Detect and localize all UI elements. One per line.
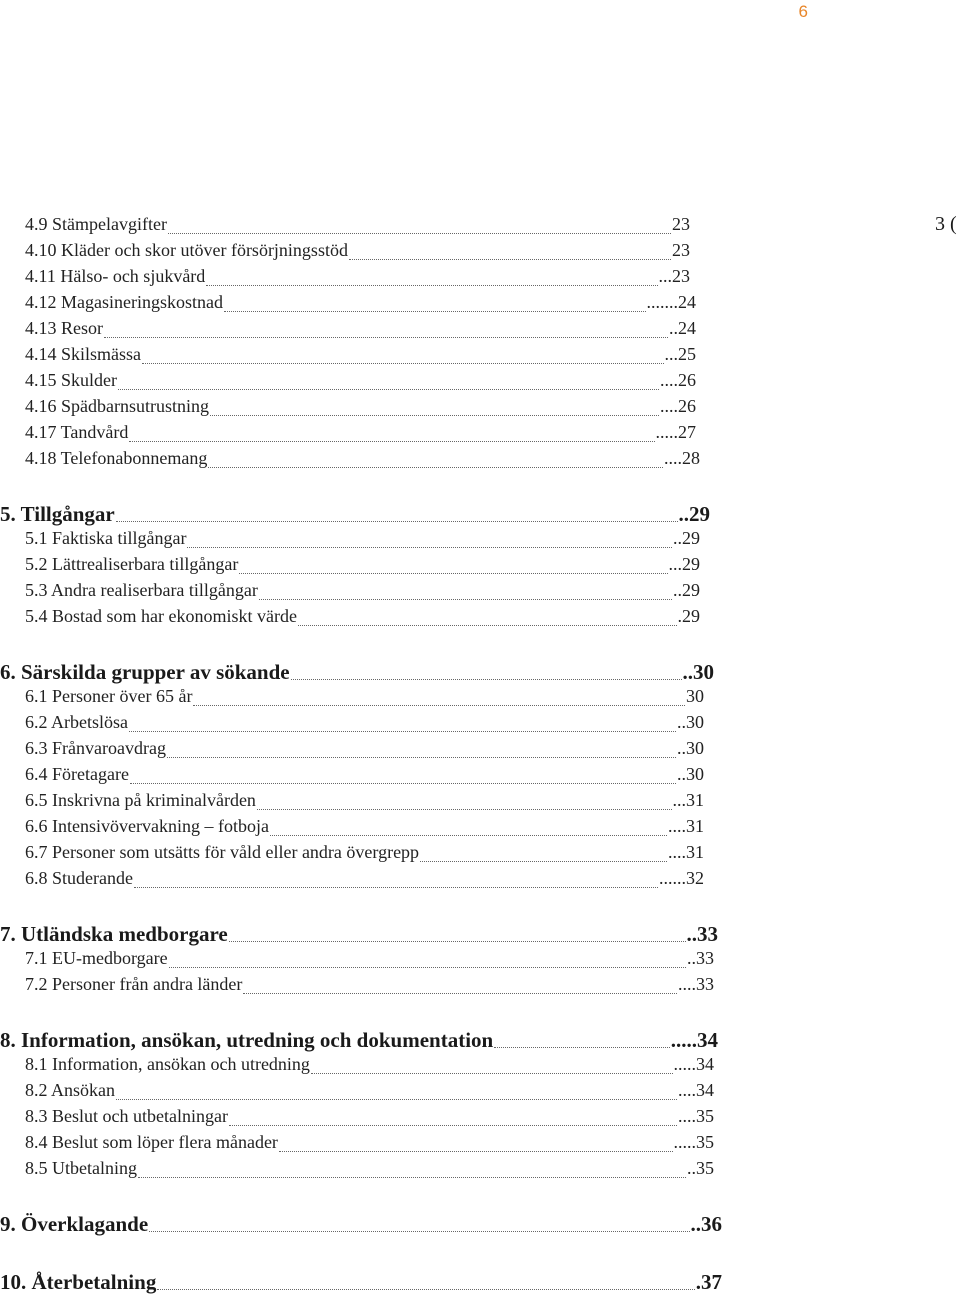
toc-section-heading[interactable] [0,1028,718,1054]
toc-entry-label: 6. Särskilda grupper av sökande [0,660,290,684]
toc-entry-page: ......32 [659,868,704,888]
dot-leader [167,757,676,758]
toc-entry-label: 8.4 Beslut som löper flera månader [25,1132,278,1152]
toc-entry-page: ....34 [678,1080,714,1100]
toc-entry-page: ..33 [686,922,718,946]
toc-entry-label: 4.13 Resor [25,318,103,338]
toc-entry-label: 8.2 Ansökan [25,1080,115,1100]
cut-off-text-fragment: 3 ( [935,213,957,235]
toc-entry-page: .29 [677,606,700,626]
dot-leader [210,415,659,416]
toc-entry-page: ....31 [668,816,704,836]
toc-entry[interactable] [25,240,690,266]
toc-entry-page: .....34 [670,1028,718,1052]
dot-leader [259,599,672,600]
dot-leader [142,363,663,364]
dot-leader [208,467,663,468]
dot-leader [279,1151,673,1152]
toc-entry-page: 30 [686,686,704,706]
toc-entry-label: 4.16 Spädbarnsutrustning [25,396,209,416]
toc-entry-page: ..30 [682,660,714,684]
toc-section-heading[interactable] [0,1270,722,1296]
dot-leader [193,705,685,706]
dot-leader [420,861,667,862]
dot-leader [239,573,667,574]
dot-leader [311,1073,673,1074]
dot-leader [104,337,668,338]
toc-entry-label: 7.2 Personer från andra länder [25,974,243,994]
toc-entry-label: 6.6 Intensivövervakning – fotboja [25,816,269,836]
dot-leader [291,679,682,680]
toc-entry-label: 4.12 Magasineringskostnad [25,292,223,312]
page-number: 6 [798,2,808,21]
toc-entry-page: ..24 [669,318,696,338]
toc-section-heading[interactable] [0,502,710,528]
toc-entry-label: 8.1 Information, ansökan och utredning [25,1054,310,1074]
dot-leader [298,625,677,626]
toc-entry[interactable] [25,1158,714,1184]
toc-entry-label: 8. Information, ansökan, utredning och dokumentation [0,1028,494,1052]
toc-entry[interactable] [25,816,704,842]
toc-entry-page: ..30 [677,764,704,784]
toc-entry-page: ....26 [660,370,696,390]
toc-entry-label: 10. Återbetalning [0,1270,157,1294]
dot-leader [243,993,677,994]
toc-entry-label: 5.4 Bostad som har ekonomiskt värde [25,606,297,626]
toc-entry-page: 23 [672,240,690,260]
dot-leader [229,941,686,942]
toc-entry-page: ....28 [664,448,700,468]
toc-entry-page: .....27 [655,422,696,442]
toc-entry[interactable] [25,422,696,448]
toc-entry-page: .....35 [673,1132,714,1152]
toc-entry-page: ....35 [678,1106,714,1126]
toc-entry-page: ..29 [673,528,700,548]
toc-entry[interactable] [25,764,704,790]
toc-entry[interactable] [25,1080,714,1106]
toc-entry-page: .37 [695,1270,722,1294]
toc-entry-label: 6.5 Inskrivna på kriminalvården [25,790,256,810]
dot-leader [116,521,678,522]
dot-leader [169,967,686,968]
toc-entry-label: 4.14 Skilsmässa [25,344,142,364]
toc-entry-label: 4.10 Kläder och skor utöver försörjningsstöd [25,240,348,260]
dot-leader [149,1231,689,1232]
toc-entry-label: 6.4 Företagare [25,764,129,784]
toc-entry-page: ..29 [673,580,700,600]
toc-entry[interactable] [25,948,714,974]
toc-entry-label: 6.1 Personer över 65 år [25,686,193,706]
dot-leader [187,547,672,548]
toc-entry[interactable] [25,580,700,606]
toc-entry[interactable] [25,606,700,632]
toc-entry-label: 4.15 Skulder [25,370,117,390]
toc-entry[interactable] [25,528,700,554]
toc-entry-page: ...25 [664,344,696,364]
toc-entry[interactable] [25,1132,714,1158]
toc-entry[interactable] [25,318,696,344]
toc-entry-label: 4.18 Telefonabonnemang [25,448,208,468]
toc-entry-label: 9. Överklagande [0,1212,149,1236]
toc-entry-page: ...23 [658,266,690,286]
toc-entry-page: .......24 [646,292,696,312]
toc-entry[interactable] [25,370,696,396]
toc-section-heading[interactable] [0,660,714,686]
toc-entry-page: ..35 [687,1158,714,1178]
dot-leader [349,259,671,260]
dot-leader [129,731,676,732]
toc-entry-page: .....34 [673,1054,714,1074]
dot-leader [257,809,672,810]
toc-entry-page: ....33 [678,974,714,994]
dot-leader [494,1047,670,1048]
toc-entry-label: 7.1 EU-medborgare [25,948,168,968]
toc-entry-label: 6.8 Studerande [25,868,133,888]
toc-entry[interactable] [25,554,700,580]
toc-entry[interactable] [25,448,700,474]
toc-entry[interactable] [25,396,696,422]
dot-leader [134,887,658,888]
toc-section-heading[interactable] [0,1212,722,1238]
toc-entry-page: ....31 [668,842,704,862]
toc-entry[interactable] [25,214,690,240]
dot-leader [229,1125,677,1126]
toc-entry-page: 23 [672,214,690,234]
dot-leader [206,285,657,286]
toc-entry[interactable] [25,712,704,738]
dot-leader [118,389,659,390]
toc-entry-label: 6.7 Personer som utsätts för våld eller andra övergrepp [25,842,420,862]
toc-entry[interactable] [25,686,704,712]
toc-entry[interactable] [25,974,714,1000]
toc-entry-page: ...29 [668,554,700,574]
toc-entry-label: 8.5 Utbetalning [25,1158,137,1178]
toc-entry-page: ..33 [687,948,714,968]
toc-entry[interactable] [25,266,690,292]
toc-entry[interactable] [25,1106,714,1132]
dot-leader [129,441,654,442]
toc-entry-page: ..36 [690,1212,722,1236]
dot-leader [138,1177,686,1178]
dot-leader [224,311,646,312]
toc-entry-label: 6.2 Arbetslösa [25,712,128,732]
toc-entry-label: 5. Tillgångar [0,502,115,526]
dot-leader [130,783,676,784]
toc-entry-label: 4.9 Stämpelavgifter [25,214,167,234]
toc-entry[interactable] [25,1054,714,1080]
dot-leader [270,835,667,836]
toc-entry[interactable] [25,292,696,318]
toc-entry-label: 8.3 Beslut och utbetalningar [25,1106,228,1126]
toc-entry-label: 5.2 Lättrealiserbara tillgångar [25,554,239,574]
toc-entry-label: 4.11 Hälso- och sjukvård [25,266,206,286]
toc-entry-label: 7. Utländska medborgare [0,922,228,946]
dot-leader [168,233,671,234]
toc-entry-label: 5.1 Faktiska tillgångar [25,528,187,548]
toc-entry[interactable] [25,790,704,816]
toc-entry[interactable] [25,842,704,868]
toc-entry[interactable] [25,344,696,370]
toc-entry-page: ..29 [678,502,710,526]
toc-entry[interactable] [25,738,704,764]
toc-entry[interactable] [25,868,704,894]
toc-entry-label: 6.3 Frånvaroavdrag [25,738,166,758]
toc-section-heading[interactable] [0,922,718,948]
dot-leader [116,1099,677,1100]
toc-entry-page: ..30 [677,738,704,758]
toc-entry-page: ....26 [660,396,696,416]
dot-leader [157,1289,694,1290]
toc-entry-label: 4.17 Tandvård [25,422,129,442]
toc-entry-page: ...31 [672,790,704,810]
toc-entry-label: 5.3 Andra realiserbara tillgångar [25,580,258,600]
toc-entry-page: ..30 [677,712,704,732]
